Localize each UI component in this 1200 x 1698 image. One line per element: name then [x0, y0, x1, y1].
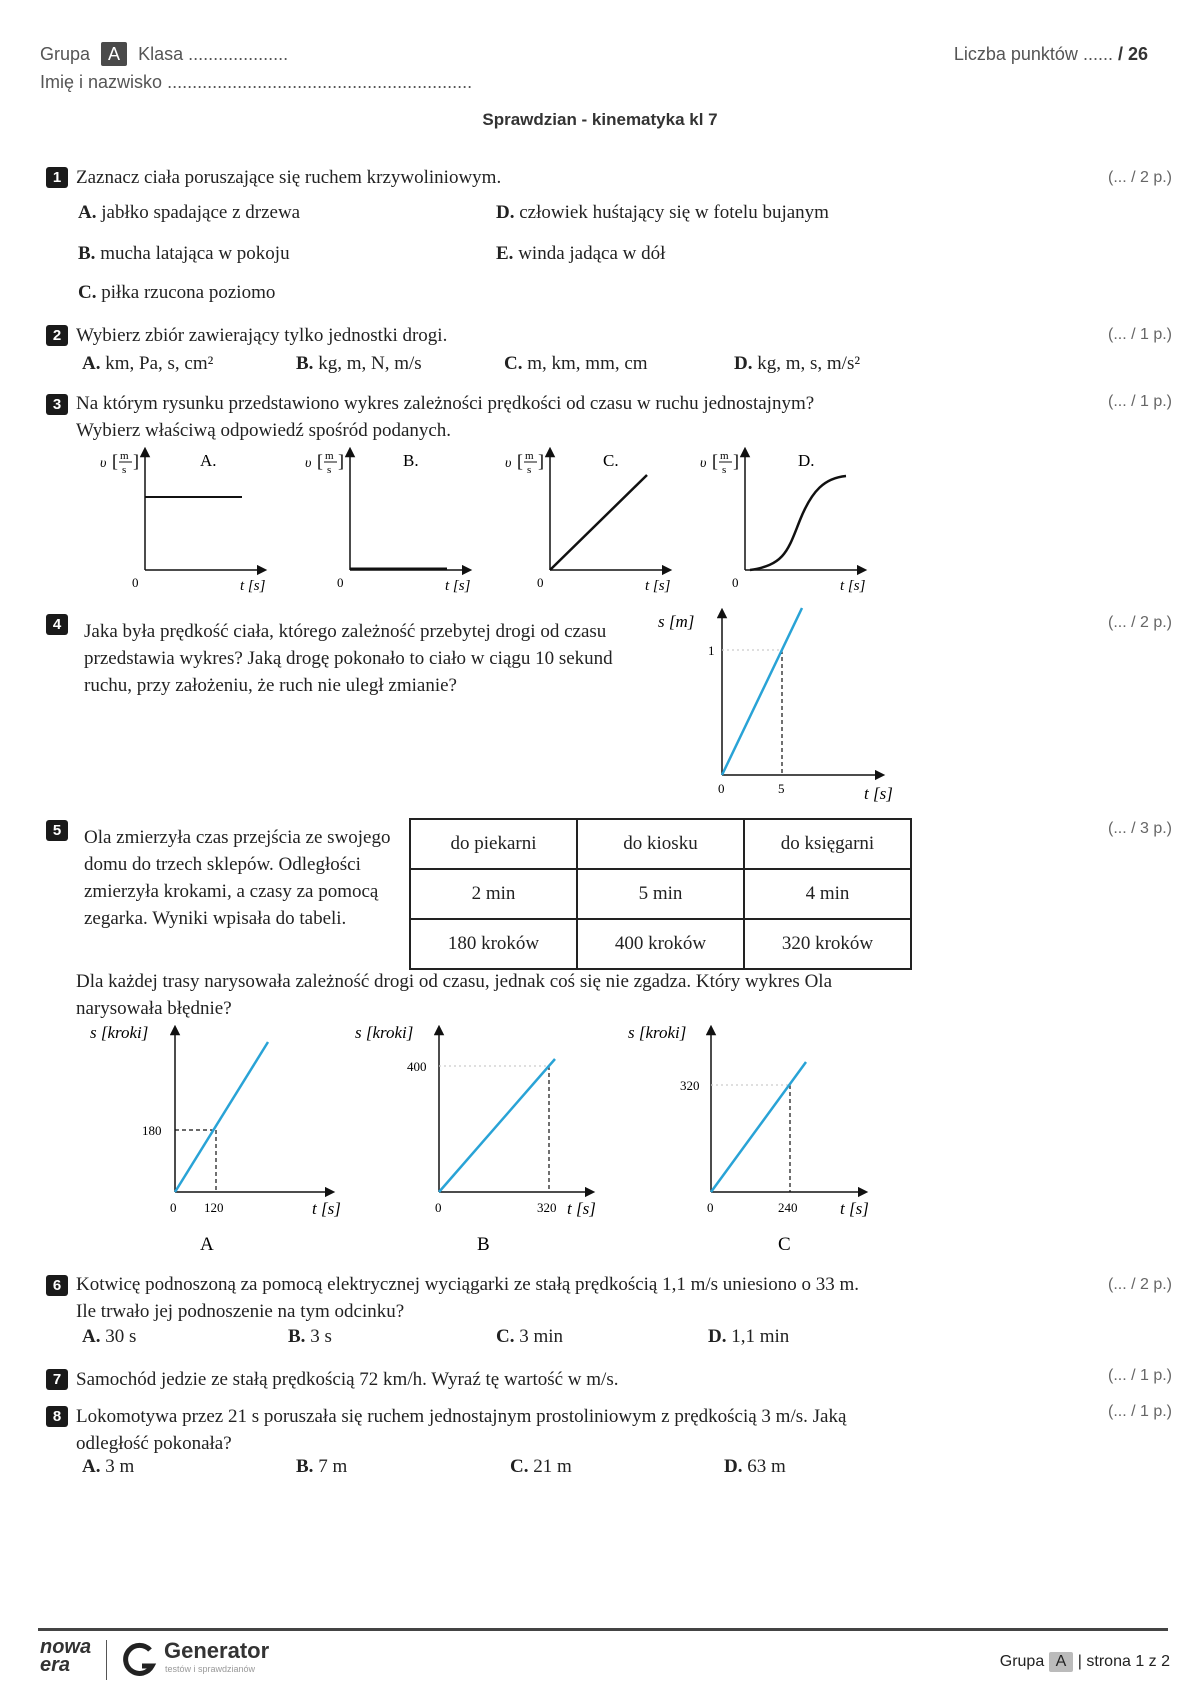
- question-text: Ola zmierzyła czas przejścia ze swojego domu do trzech sklepów. Odległości zmierzyła krokami, a czasy za pomocą zegarka. Wyniki wpisała do tabeli.: [84, 827, 391, 929]
- axis-label: t [s]: [567, 1199, 596, 1218]
- svg-text:0: 0: [170, 1200, 177, 1215]
- results-table: [409, 818, 912, 970]
- graph-label: D.: [798, 451, 815, 470]
- svg-text:υ: υ: [700, 456, 707, 471]
- question-points: (... / 3 p.): [1107, 820, 1172, 837]
- class-blank: ....................: [188, 44, 289, 64]
- page-number: | strona 1 z 2: [1077, 1653, 1170, 1670]
- question-points: (... / 1 p.): [1107, 393, 1172, 410]
- question-text: Na którym rysunku przedstawiono wykres zależności prędkości od czasu w ruchu jednostajnym? Wybierz właściwą odpowiedź spośród podanych.: [76, 393, 815, 441]
- question-number: 8: [46, 1406, 68, 1427]
- question-points: (... / 1 p.): [1107, 1367, 1172, 1384]
- question-text: Wybierz zbiór zawierający tylko jednostki drogi.: [76, 325, 448, 346]
- answer-option[interactable]: A. 30 s: [82, 1326, 137, 1347]
- axis-label: t [s]: [840, 1199, 869, 1218]
- table-header: do kiosku: [577, 819, 744, 869]
- answer-option[interactable]: D. 63 m: [724, 1456, 786, 1477]
- answer-option[interactable]: C. 3 min: [496, 1326, 564, 1347]
- graph-line: [550, 475, 647, 570]
- svg-text:υ: υ: [505, 456, 512, 471]
- table-header: do piekarni: [410, 819, 577, 869]
- svg-text:s: s: [122, 464, 127, 476]
- axis-label: s [kroki]: [628, 1023, 687, 1042]
- table-row: [410, 919, 911, 969]
- svg-text:s: s: [722, 464, 727, 476]
- q4-distance-graph: [650, 605, 910, 805]
- table-row: [410, 869, 911, 919]
- question-text: Kotwicę podnoszoną za pomocą elektrycznej wyciągarki ze stałą prędkością 1,1 m/s uniesiono o 33 m. Ile trwało jej podnoszenie na tym odcinku?: [76, 1274, 859, 1322]
- svg-text:[: [: [317, 451, 323, 471]
- y-tick: 1: [708, 643, 715, 658]
- q3-velocity-graphs: [90, 440, 890, 600]
- q5-graph-a[interactable]: [90, 1023, 341, 1255]
- footer-separator: [106, 1640, 107, 1680]
- svg-text:m: m: [720, 450, 729, 462]
- question-number: 7: [46, 1369, 68, 1390]
- answer-option[interactable]: C. piłka rzucona poziomo: [78, 282, 276, 303]
- axis-label: s [kroki]: [355, 1023, 414, 1042]
- generator-subtitle: testów i sprawdzianów: [165, 1664, 256, 1674]
- table-row: [410, 819, 911, 869]
- answer-option[interactable]: B. mucha latająca w pokoju: [78, 243, 290, 264]
- x-tick: 320: [537, 1200, 557, 1215]
- data-line: [175, 1042, 268, 1192]
- question-number: 2: [46, 325, 68, 346]
- graph-label: C.: [603, 451, 619, 470]
- svg-text:0: 0: [132, 575, 139, 590]
- answer-option[interactable]: C. 21 m: [510, 1456, 572, 1477]
- svg-text:s: s: [327, 464, 332, 476]
- answer-option[interactable]: B. 3 s: [288, 1326, 332, 1347]
- svg-text:υ: υ: [305, 456, 312, 471]
- page-title: Sprawdzian - kinematyka kl 7: [482, 110, 718, 129]
- svg-text:m: m: [325, 450, 334, 462]
- y-tick: 180: [142, 1123, 162, 1138]
- axis-label: s [m]: [658, 612, 695, 631]
- data-line: [439, 1059, 555, 1192]
- answer-option[interactable]: C. m, km, mm, cm: [504, 353, 648, 374]
- graph-label: A: [200, 1234, 214, 1255]
- footer-page-info: Grupa A | strona 1 z 2: [999, 1653, 1170, 1670]
- data-line: [711, 1062, 806, 1192]
- y-tick: 400: [407, 1059, 427, 1074]
- group-field: Grupa A Klasa ....................: [40, 44, 289, 64]
- q5-graph-c[interactable]: [628, 1023, 869, 1255]
- svg-text:[: [: [517, 451, 523, 471]
- svg-text:t [s]: t [s]: [840, 578, 866, 594]
- question-number: 3: [46, 394, 68, 415]
- table-cell: 5 min: [577, 869, 744, 919]
- svg-text:s: s: [527, 464, 532, 476]
- svg-text:0: 0: [337, 575, 344, 590]
- answer-option[interactable]: B. 7 m: [296, 1456, 348, 1477]
- question-points: (... / 1 p.): [1107, 1403, 1172, 1420]
- table-cell: 400 kroków: [577, 919, 744, 969]
- group-badge: A: [1049, 1652, 1074, 1672]
- graph-label: C: [778, 1234, 791, 1255]
- table-cell: 320 kroków: [744, 919, 911, 969]
- svg-text:[: [: [712, 451, 718, 471]
- svg-text:0: 0: [435, 1200, 442, 1215]
- question-number: 4: [46, 614, 68, 635]
- x-tick: 5: [778, 781, 785, 796]
- graph-label: B.: [403, 451, 419, 470]
- answer-option[interactable]: B. kg, m, N, m/s: [296, 353, 422, 374]
- answer-option[interactable]: E. winda jadąca w dół: [496, 243, 666, 264]
- answer-option[interactable]: D. kg, m, s, m/s²: [734, 353, 861, 374]
- q3-graph-c[interactable]: [505, 450, 671, 594]
- question-points: (... / 2 p.): [1107, 169, 1172, 186]
- x-tick: 240: [778, 1200, 798, 1215]
- footer-divider: [38, 1628, 1168, 1631]
- answer-option[interactable]: A. 3 m: [82, 1456, 135, 1477]
- name-field: Imię i nazwisko .............................................................: [40, 72, 473, 92]
- points-total: / 26: [1117, 44, 1148, 64]
- axis-label: υ: [100, 456, 107, 471]
- question-number: 5: [46, 820, 68, 841]
- graph-line: [750, 476, 846, 570]
- axis-label: t [s]: [312, 1199, 341, 1218]
- svg-text:0: 0: [537, 575, 544, 590]
- svg-text:m: m: [120, 450, 129, 462]
- q5-graphs: [80, 1022, 940, 1262]
- svg-text:m: m: [525, 450, 534, 462]
- answer-option[interactable]: A. jabłko spadające z drzewa: [78, 202, 301, 223]
- axis-label: t [s]: [864, 784, 893, 803]
- svg-text:[: [: [112, 451, 118, 471]
- generator-icon: [120, 1640, 160, 1680]
- q3-graph-a[interactable]: [100, 450, 266, 594]
- q3-graph-b[interactable]: [305, 450, 471, 594]
- graph-label: A.: [200, 451, 217, 470]
- axis-label: s [kroki]: [90, 1023, 149, 1042]
- svg-text:0: 0: [707, 1200, 714, 1215]
- table-cell: 180 kroków: [410, 919, 577, 969]
- answer-option[interactable]: A. km, Pa, s, cm²: [82, 353, 214, 374]
- question-text: Zaznacz ciała poruszające się ruchem krzywoliniowym.: [76, 167, 502, 188]
- generator-title: Generator: [164, 1638, 270, 1663]
- x-tick: 120: [204, 1200, 224, 1215]
- question-points: (... / 2 p.): [1107, 614, 1172, 631]
- question-number: 6: [46, 1275, 68, 1296]
- answer-option[interactable]: D. człowiek huśtający się w fotelu bujanym: [496, 202, 829, 223]
- question-number: 1: [46, 167, 68, 188]
- table-header: do księgarni: [744, 819, 911, 869]
- answer-option[interactable]: D. 1,1 min: [708, 1326, 790, 1347]
- svg-text:t [s]: t [s]: [240, 578, 266, 594]
- svg-text:]: ]: [538, 451, 544, 471]
- y-tick: 320: [680, 1078, 700, 1093]
- table-cell: 2 min: [410, 869, 577, 919]
- svg-text:t [s]: t [s]: [445, 578, 471, 594]
- question-text-continued: Dla każdej trasy narysowała zależność drogi od czasu, jednak coś się nie zgadza. Który wykres Ola narysowała błędnie?: [76, 971, 833, 1019]
- data-line: [722, 608, 802, 775]
- svg-text:]: ]: [338, 451, 344, 471]
- nowa-era-logo: nowa era: [40, 1636, 92, 1676]
- svg-text:t [s]: t [s]: [645, 578, 671, 594]
- svg-text:]: ]: [133, 451, 139, 471]
- question-text: Lokomotywa przez 21 s poruszała się ruchem jednostajnym prostoliniowym z prędkością 3 m/s. Jaką odległość pokonała?: [76, 1406, 847, 1454]
- q5-graph-b[interactable]: [355, 1023, 596, 1255]
- q3-graph-d[interactable]: [700, 450, 866, 594]
- question-text: Samochód jedzie ze stałą prędkością 72 km/h. Wyraź tę wartość w m/s.: [76, 1369, 619, 1390]
- question-text: Jaka była prędkość ciała, którego zależność przebytej drogi od czasu przedstawia wykres? Jaką drogę pokonało to ciało w ciągu 10 sekund ruchu, przy założeniu, że ruch nie uległ zmianie?: [84, 621, 613, 696]
- question-points: (... / 1 p.): [1107, 326, 1172, 343]
- points-field: Liczba punktów ...... / 26: [953, 44, 1148, 64]
- table-cell: 4 min: [744, 869, 911, 919]
- question-points: (... / 2 p.): [1107, 1276, 1172, 1293]
- graph-label: B: [477, 1234, 490, 1255]
- svg-text:0: 0: [718, 781, 725, 796]
- svg-text:]: ]: [733, 451, 739, 471]
- group-badge: A: [101, 42, 127, 66]
- svg-text:0: 0: [732, 575, 739, 590]
